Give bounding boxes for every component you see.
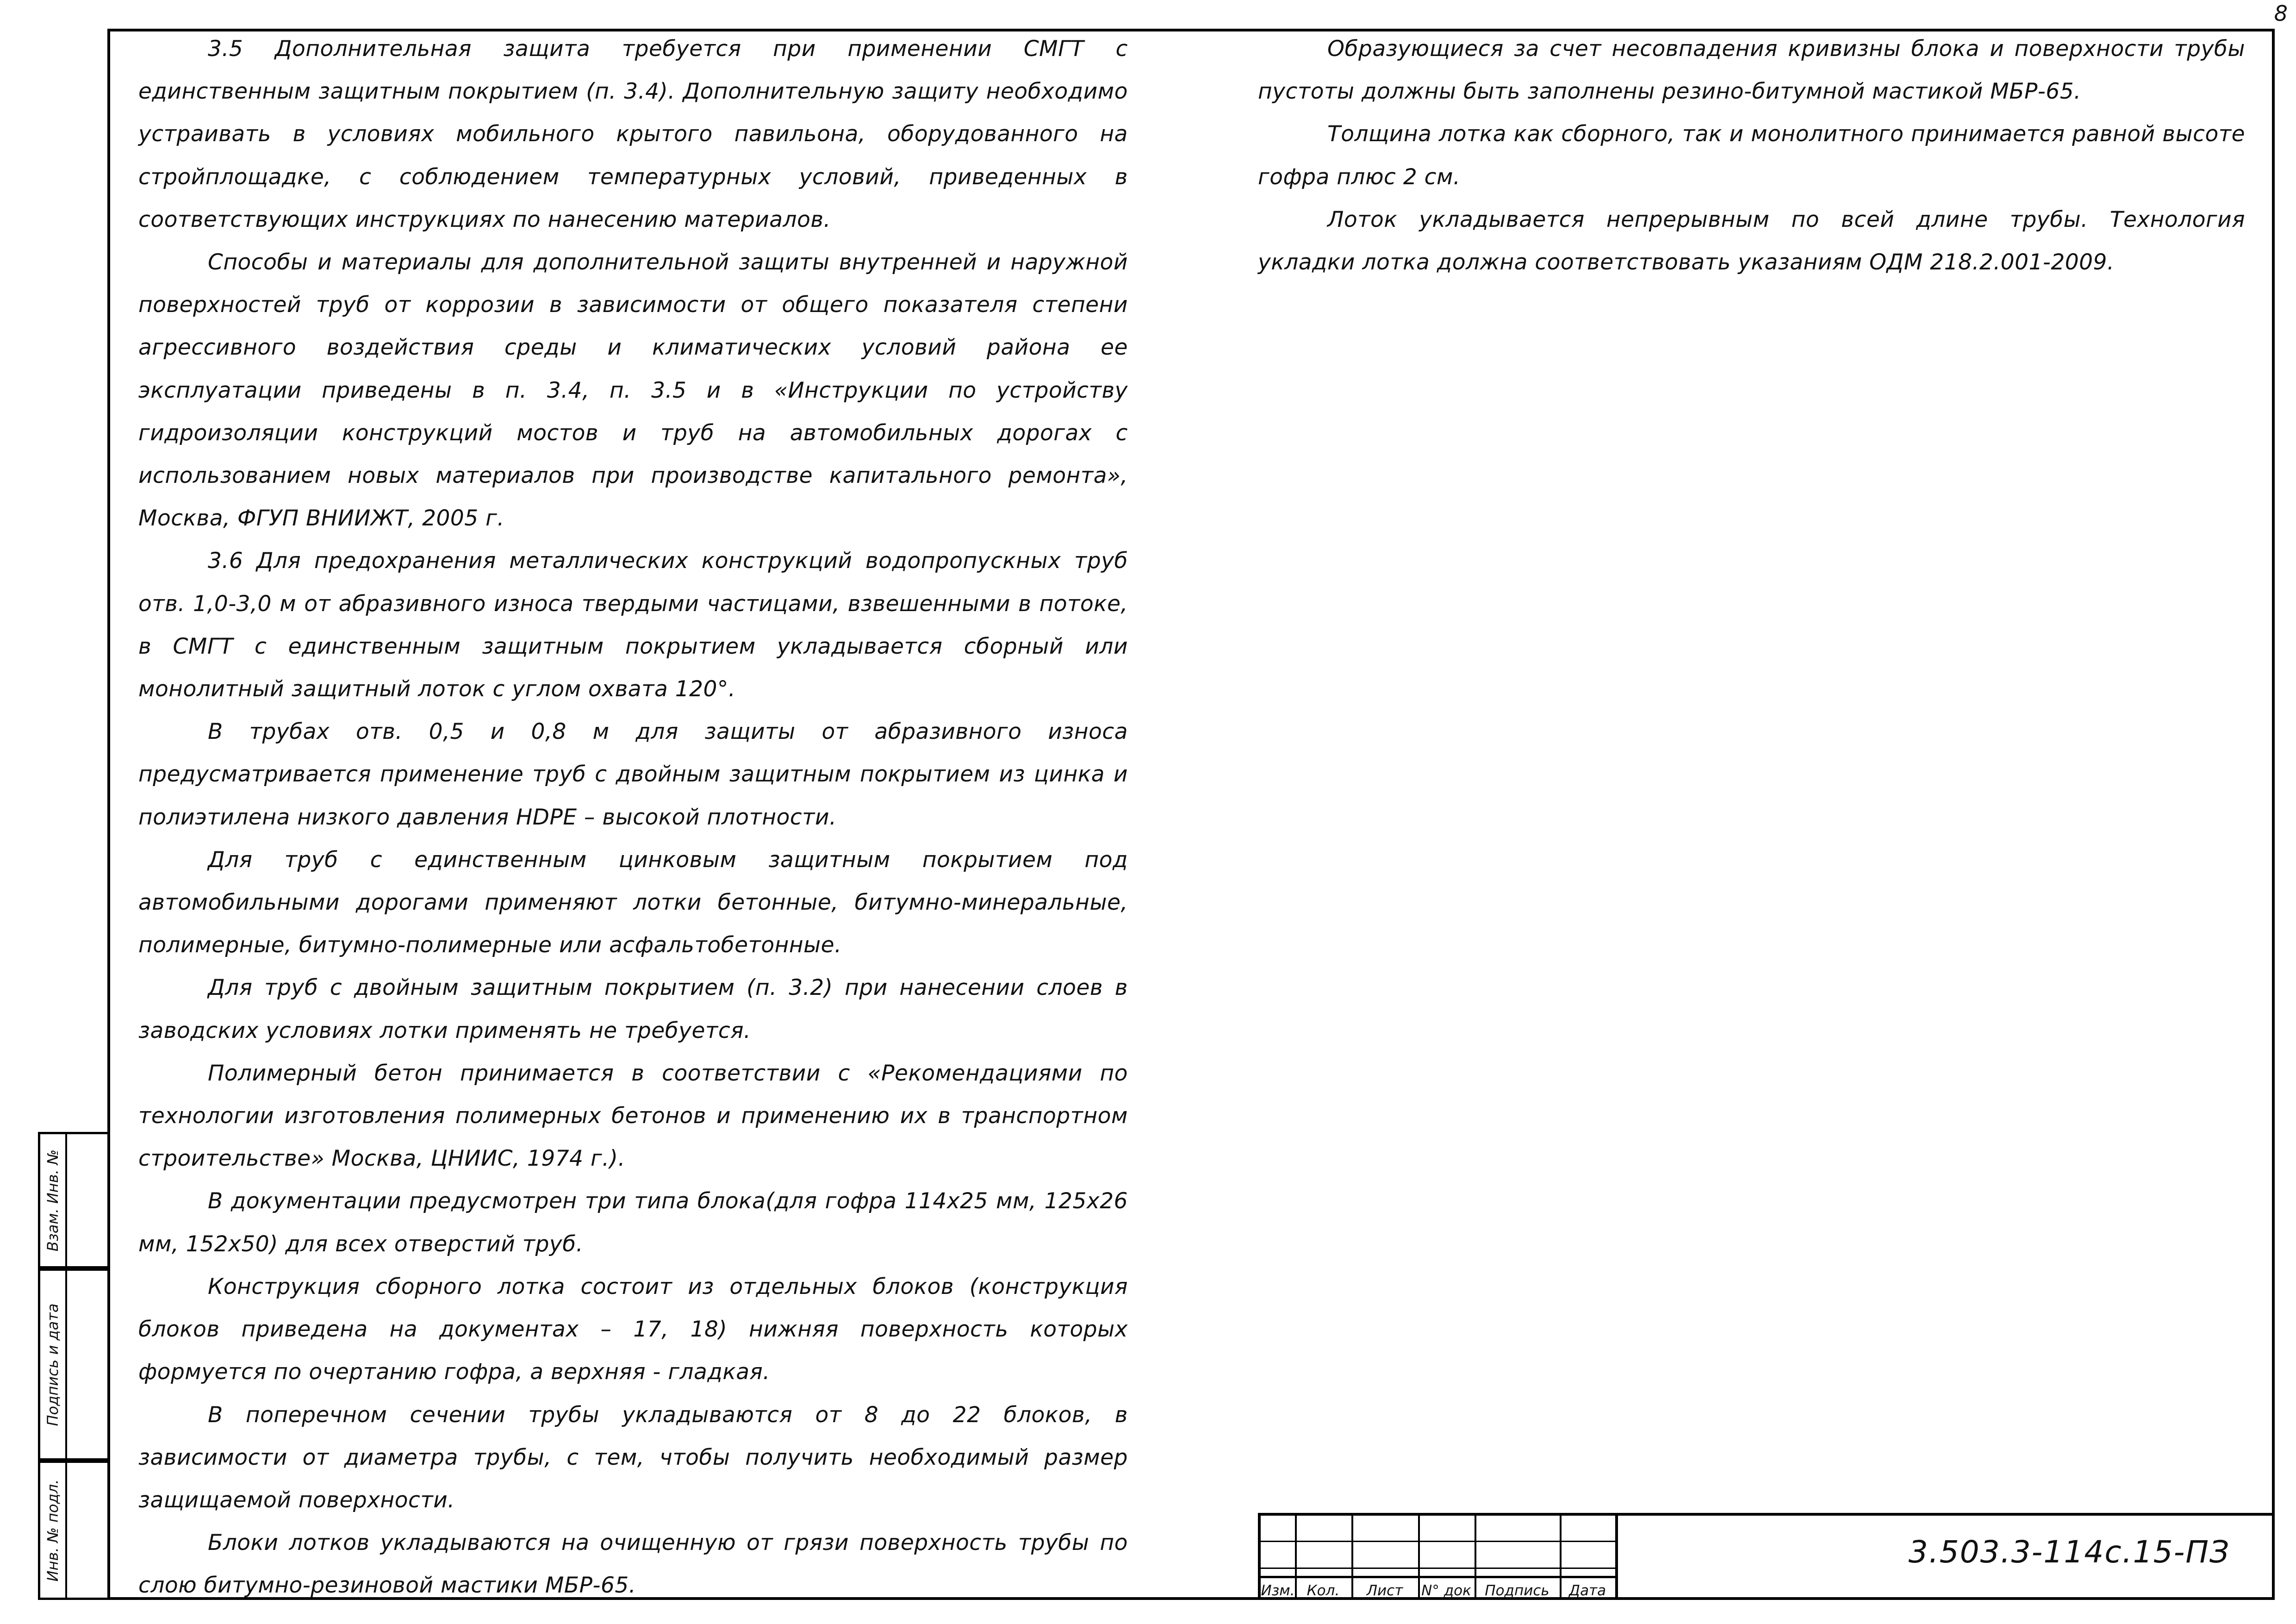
paragraph: Для труб с единственным цинковым защитным покрытием под автомобильными дорогами применяют лотки бетонные, битумно-минеральные, полимерные, битумно-полимерные или асфальтобетонные. bbox=[138, 847, 1128, 958]
stamp-vzam-label: Взам. Инв. № bbox=[44, 1149, 62, 1251]
text-column-right bbox=[1258, 28, 2245, 284]
title-col-podpis: Подпись bbox=[1485, 1582, 1549, 1599]
paragraph: Способы и материалы для дополнительной защиты внутренней и наружной поверхностей труб от коррозии в зависимости от общего показателя степени агрессивного воздействия среды и климатических условий района ее эксплуатации приведены в п. 3.4, п. 3.5 и в «Инструкции по устройству гидроизоляции конструкций мостов и труб на автомобильных дорогах с использованием новых материалов при производстве капитального ремонта», Москва, ФГУП ВНИИЖТ, 2005 г. bbox=[138, 250, 1128, 531]
paragraph: Толщина лотка как сборного, так и монолитного принимается равной высоте гофра плюс 2 см. bbox=[1258, 121, 2245, 190]
stamp-inv-podl bbox=[38, 1461, 107, 1600]
title-col-list: Лист bbox=[1366, 1582, 1403, 1599]
paragraph: Образующиеся за счет несовпадения кривизны блока и поверхности трубы пустоты должны быть заполнены резино-битумной мастикой МБР-65. bbox=[1258, 36, 2245, 105]
paragraph: В трубах отв. 0,5 и 0,8 м для защиты от абразивного износа предусматривается применение труб с двойным защитным покрытием из цинка и полиэтилена низкого давления HDPE – высокой плотности. bbox=[138, 719, 1128, 830]
paragraph: В поперечном сечении трубы укладываются от 8 до 22 блоков, в зависимости от диаметра трубы, с тем, чтобы получить необходимый размер защищаемой поверхности. bbox=[138, 1402, 1128, 1513]
text-column-left bbox=[138, 28, 1128, 1607]
document-code: 3.503.3-114с.15-ПЗ bbox=[1908, 1534, 2230, 1570]
paragraph: 3.6 Для предохранения металлических конструкций водопропускных труб отв. 1,0-3,0 м от абразивного износа твердыми частицами, взвешенными в потоке, в СМГТ с единственным защитным покрытием укладывается сборный или монолитный защитный лоток с углом охвата 120°. bbox=[138, 548, 1128, 702]
title-col-izm: Изм. bbox=[1261, 1582, 1295, 1599]
stamp-vzam-inv bbox=[38, 1132, 107, 1268]
paragraph: Блоки лотков укладываются на очищенную от грязи поверхность трубы по слою битумно-резиновой мастики МБР-65. bbox=[138, 1530, 1128, 1599]
title-block bbox=[1258, 1513, 2275, 1600]
paragraph: Полимерный бетон принимается в соответствии с «Рекомендациями по технологии изготовления полимерных бетонов и применению их в транспортном строительстве» Москва, ЦНИИС, 1974 г.). bbox=[138, 1060, 1128, 1172]
title-col-ndok: N° док bbox=[1421, 1582, 1471, 1599]
title-col-kol: Кол. bbox=[1307, 1582, 1340, 1599]
stamp-inv-label: Инв. № подл. bbox=[44, 1479, 62, 1581]
paragraph: 3.5 Дополнительная защита требуется при применении СМГТ с единственным защитным покрытием (п. 3.4). Дополнительную защиту необходимо устраивать в условиях мобильного крытого павильона, оборудованного на стройплощадке, с соблюдением температурных условий, приведенных в соответствующих инструкциях по нанесению материалов. bbox=[138, 36, 1128, 232]
paragraph: В документации предусмотрен три типа блока(для гофра 114х25 мм, 125х26 мм, 152х50) для всех отверстий труб. bbox=[138, 1188, 1128, 1257]
title-col-data: Дата bbox=[1568, 1582, 1606, 1599]
paragraph: Для труб с двойным защитным покрытием (п. 3.2) при нанесении слоев в заводских условиях лотки применять не требуется. bbox=[138, 975, 1128, 1043]
stamp-podpis-label: Подпись и дата bbox=[44, 1303, 62, 1426]
paragraph: Конструкция сборного лотка состоит из отдельных блоков (конструкция блоков приведена на документах – 17, 18) нижняя поверхность которых формуется по очертанию гофра, а верхняя - гладкая. bbox=[138, 1274, 1128, 1385]
paragraph: Лоток укладывается непрерывным по всей длине трубы. Технология укладки лотка должна соответствовать указаниям ОДМ 218.2.001-2009. bbox=[1258, 206, 2245, 275]
stamp-podpis-data bbox=[38, 1268, 107, 1461]
sheet-corner-number: 8 bbox=[2274, 1, 2288, 26]
